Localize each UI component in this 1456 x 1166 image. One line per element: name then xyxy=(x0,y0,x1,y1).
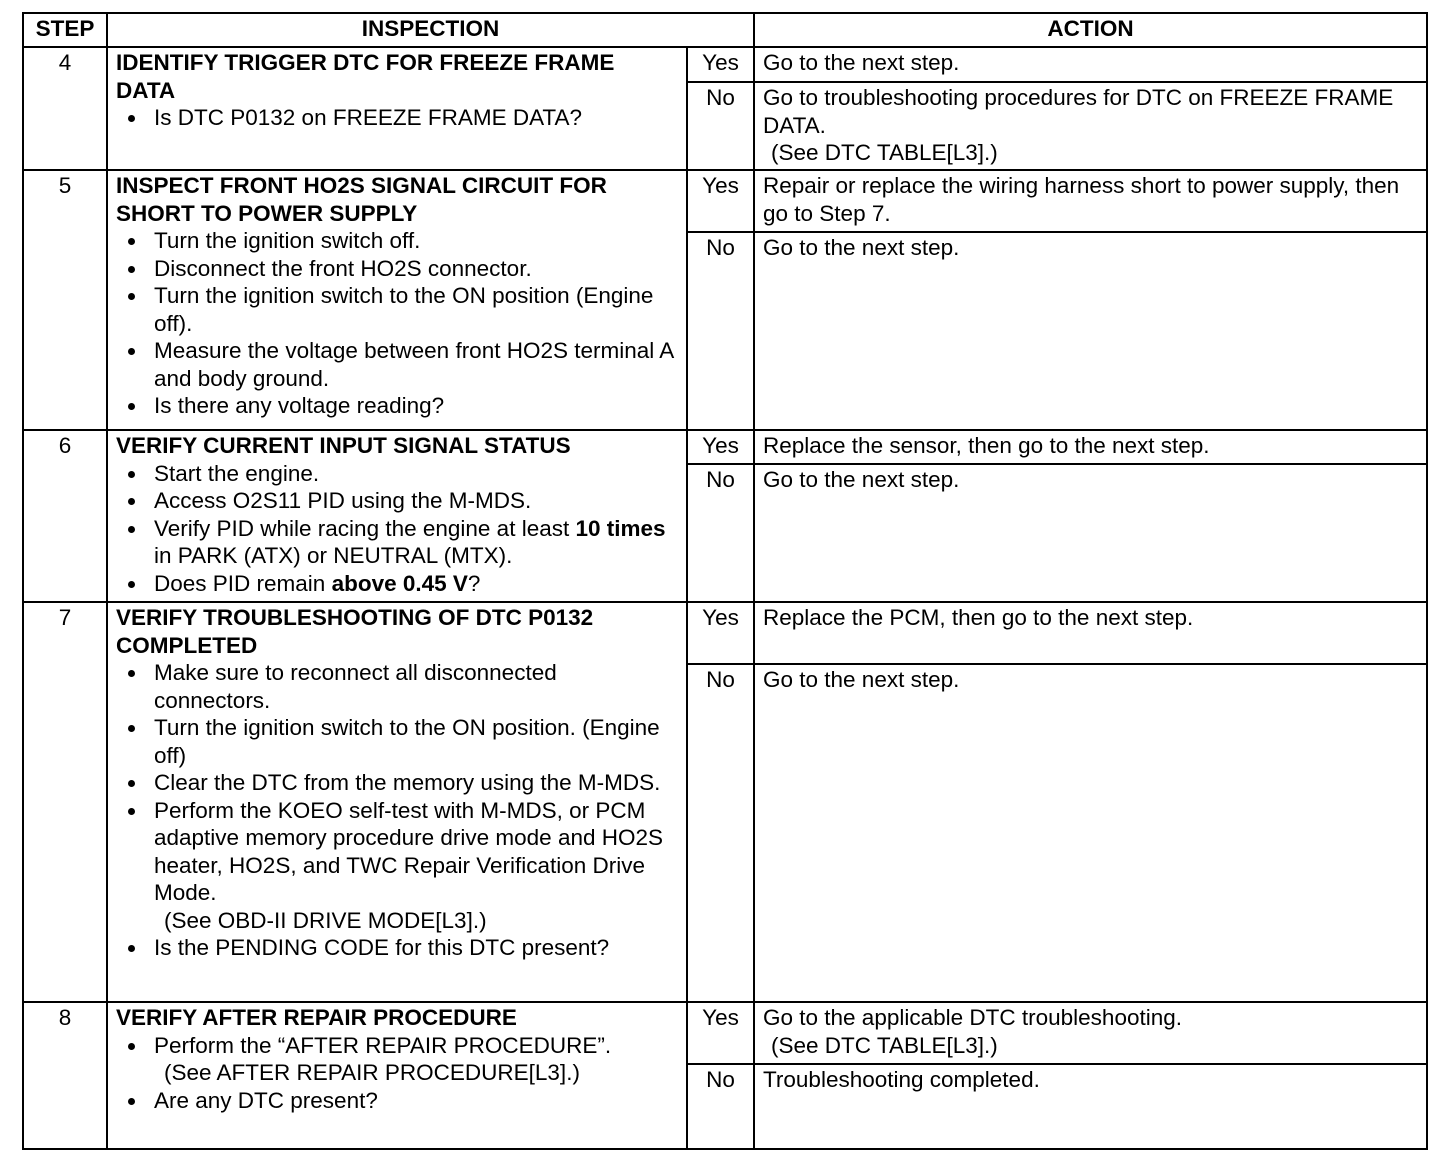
step-8-no-label: No xyxy=(687,1064,754,1149)
step-4-bullet-1: Is DTC P0132 on FREEZE FRAME DATA? xyxy=(122,104,678,132)
step-6-yes-action: Replace the sensor, then go to the next step. xyxy=(754,430,1427,464)
step-6-bullet-3-pre: Verify PID while racing the engine at least xyxy=(154,515,576,541)
step-7-bullet-2: Turn the ignition switch to the ON position. (Engine off) xyxy=(122,714,678,769)
step-6-no-label: No xyxy=(687,464,754,602)
step-8-yes-action-text: Go to the applicable DTC troubleshooting. xyxy=(763,1005,1182,1030)
step-7-number: 7 xyxy=(23,602,107,1002)
step-6-bullet-2: Access O2S11 PID using the M-MDS. xyxy=(122,487,678,515)
step-7-yes-row xyxy=(23,602,1427,664)
step-8-bullet-1-text: Perform the “AFTER REPAIR PROCEDURE”. xyxy=(154,1032,612,1058)
step-5-inspection xyxy=(107,170,687,430)
step-4-yes-action: Go to the next step. xyxy=(754,47,1427,82)
step-4-no-action-text: Go to troubleshooting procedures for DTC on FREEZE FRAME DATA. xyxy=(763,85,1394,138)
step-5-bullet-2: Disconnect the front HO2S connector. xyxy=(122,255,678,283)
step-6-bullet-1: Start the engine. xyxy=(122,460,678,488)
step-5-bullet-5: Is there any voltage reading? xyxy=(122,392,678,420)
step-5-no-action: Go to the next step. xyxy=(754,232,1427,430)
step-8-bullet-1 xyxy=(122,1032,678,1087)
step-6-number: 6 xyxy=(23,430,107,602)
step-7-bullet-4 xyxy=(122,797,678,935)
step-7-no-label: No xyxy=(687,664,754,1002)
diagnostic-procedure-table xyxy=(22,12,1428,1150)
step-6-bullet-3 xyxy=(122,515,678,570)
step-4-number: 4 xyxy=(23,47,107,170)
step-8-title: VERIFY AFTER REPAIR PROCEDURE xyxy=(116,1005,517,1030)
step-8-inspection xyxy=(107,1002,687,1149)
step-4-yes-row xyxy=(23,47,1427,82)
inspection-header: INSPECTION xyxy=(107,13,754,47)
step-7-bullet-1: Make sure to reconnect all disconnected connectors. xyxy=(122,659,678,714)
step-7-yes-label: Yes xyxy=(687,602,754,664)
step-7-title: VERIFY TROUBLESHOOTING OF DTC P0132 COMPLETED xyxy=(116,605,594,658)
step-6-title: VERIFY CURRENT INPUT SIGNAL STATUS xyxy=(116,433,571,458)
step-8-number: 8 xyxy=(23,1002,107,1149)
step-5-bullet-4: Measure the voltage between front HO2S terminal A and body ground. xyxy=(122,337,678,392)
step-5-bullet-1: Turn the ignition switch off. xyxy=(122,227,678,255)
step-6-bullet-4-post: ? xyxy=(467,570,481,596)
action-header: ACTION xyxy=(754,13,1427,47)
step-7-bullet-5: Is the PENDING CODE for this DTC present? xyxy=(122,934,678,962)
step-4-yes-label: Yes xyxy=(687,47,754,82)
step-8-yes-label: Yes xyxy=(687,1002,754,1064)
step-5-number: 5 xyxy=(23,170,107,430)
step-5-title: INSPECT FRONT HO2S SIGNAL CIRCUIT FOR SHORT TO POWER SUPPLY xyxy=(116,173,607,226)
step-6-bullet-3-bold: 10 times xyxy=(575,515,666,541)
step-5-yes-label: Yes xyxy=(687,170,754,232)
step-8-no-action: Troubleshooting completed. xyxy=(754,1064,1427,1149)
step-6-inspection xyxy=(107,430,687,602)
step-4-inspection xyxy=(107,47,687,170)
step-6-yes-row xyxy=(23,430,1427,464)
step-6-bullet-4-pre: Does PID remain xyxy=(154,570,332,596)
step-6-bullet-4 xyxy=(122,570,678,598)
step-5-bullet-3: Turn the ignition switch to the ON position (Engine off). xyxy=(122,282,678,337)
step-7-no-action: Go to the next step. xyxy=(754,664,1427,1002)
step-4-title: IDENTIFY TRIGGER DTC FOR FREEZE FRAME DATA xyxy=(116,50,615,103)
obd-ii-drive-mode-link[interactable]: (See OBD-II DRIVE MODE[L3].) xyxy=(164,907,487,933)
step-8-yes-action xyxy=(754,1002,1427,1064)
step-6-bullet-4-bold: above 0.45 V xyxy=(331,570,468,596)
after-repair-procedure-link[interactable]: (See AFTER REPAIR PROCEDURE[L3].) xyxy=(164,1060,580,1085)
step-5-no-label: No xyxy=(687,232,754,430)
step-6-bullet-3-post: in PARK (ATX) or NEUTRAL (MTX). xyxy=(154,543,513,568)
dtc-table-link-2[interactable]: (See DTC TABLE[L3].) xyxy=(771,1032,998,1058)
step-5-yes-action: Repair or replace the wiring harness short to power supply, then go to Step 7. xyxy=(754,170,1427,232)
step-7-bullet-4-text: Perform the KOEO self-test with M-MDS, or PCM adaptive memory procedure drive mode and HO2S heater, HO2S, and TWC Repair Verification Drive Mode. xyxy=(154,797,664,905)
step-7-yes-action: Replace the PCM, then go to the next step. xyxy=(754,602,1427,664)
step-7-inspection xyxy=(107,602,687,1002)
step-7-bullet-3: Clear the DTC from the memory using the M-MDS. xyxy=(122,769,678,797)
step-4-no-action xyxy=(754,82,1427,170)
step-8-bullet-2: Are any DTC present? xyxy=(122,1087,678,1115)
step-5-yes-row xyxy=(23,170,1427,232)
step-6-no-action: Go to the next step. xyxy=(754,464,1427,602)
step-4-no-label: No xyxy=(687,82,754,170)
step-8-yes-row xyxy=(23,1002,1427,1064)
dtc-table-link[interactable]: (See DTC TABLE[L3].) xyxy=(771,140,998,165)
header-row xyxy=(23,13,1427,47)
step-header: STEP xyxy=(23,13,107,47)
step-6-yes-label: Yes xyxy=(687,430,754,464)
